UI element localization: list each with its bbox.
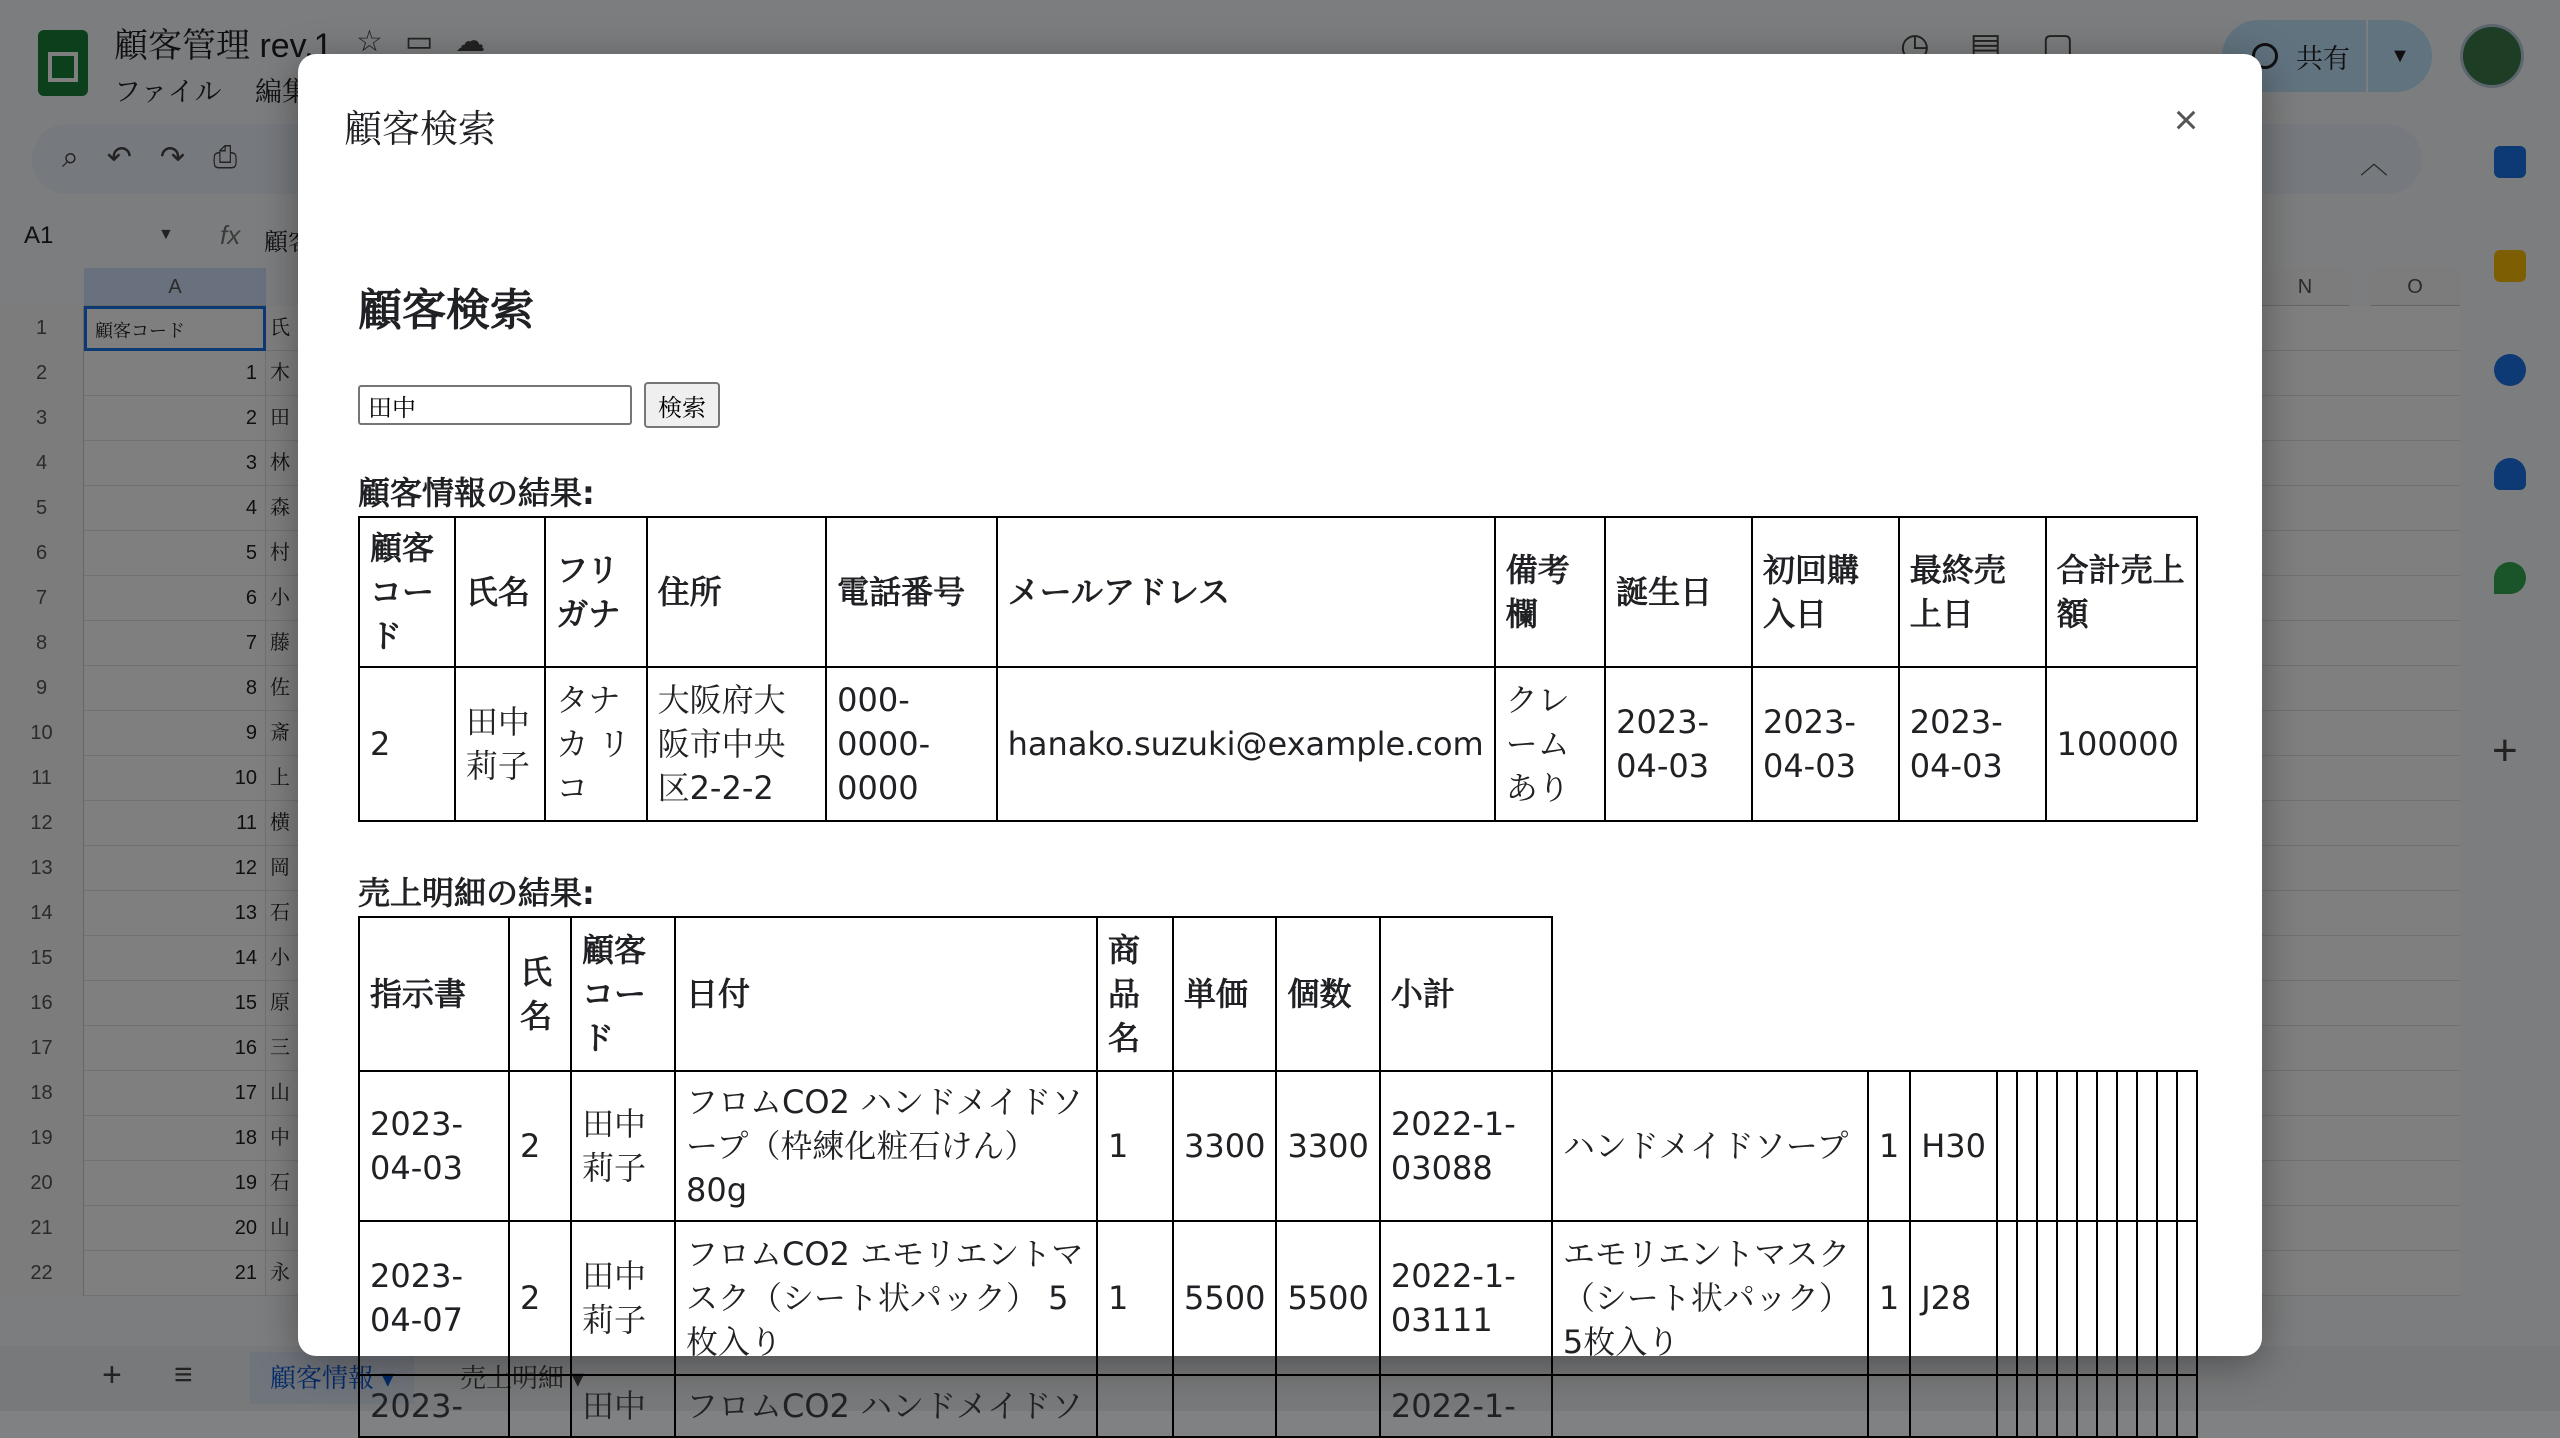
sales-empty-cell xyxy=(2117,1375,2137,1437)
close-icon[interactable]: × xyxy=(2173,96,2199,143)
customer-search-dialog xyxy=(298,54,2262,1425)
customer-cell: 2023-04-03 xyxy=(1752,667,1899,821)
customer-header-cell: 備考欄 xyxy=(1495,517,1605,667)
sales-empty-cell xyxy=(2097,1221,2117,1375)
sales-cell xyxy=(1173,1375,1276,1437)
customer-cell: 100000 xyxy=(2046,667,2197,821)
sales-cell: 2023-04-03 xyxy=(359,1071,509,1221)
customer-cell: 2023-04-03 xyxy=(1605,667,1752,821)
sales-cell: 2022-1-03088 xyxy=(1380,1071,1552,1221)
customer-header-cell: 住所 xyxy=(647,517,827,667)
sales-cell: 2023-04-07 xyxy=(359,1221,509,1375)
sales-cell xyxy=(1552,1375,1868,1437)
sales-empty-cell xyxy=(2137,1071,2157,1221)
sales-cell: 田中莉子 xyxy=(571,1221,675,1375)
sales-header-cell: 小計 xyxy=(1380,917,1552,1071)
sales-row xyxy=(359,1375,2197,1437)
sales-cell: フロムCO2 エモリエントマスク（シート状パック） 5枚入り xyxy=(675,1221,1097,1375)
sales-cell: フロムCO2 ハンドメイドソ xyxy=(675,1375,1097,1437)
sales-cell: 2023- xyxy=(359,1375,509,1437)
customer-section-heading: 顧客情報の結果: xyxy=(358,474,595,512)
customer-header-cell: 初回購入日 xyxy=(1752,517,1899,667)
customer-cell: 2023-04-03 xyxy=(1899,667,2046,821)
sales-empty-cell xyxy=(2157,1375,2177,1437)
sales-empty-cell xyxy=(1997,1375,2017,1437)
customer-table xyxy=(358,516,2198,822)
sales-empty-cell xyxy=(2017,1375,2037,1437)
customer-header-cell: 氏名 xyxy=(455,517,545,667)
search-input[interactable] xyxy=(358,385,632,425)
sales-cell: 田中莉子 xyxy=(571,1071,675,1221)
sales-header-cell: 商品名 xyxy=(1097,917,1173,1071)
sales-cell xyxy=(1097,1375,1173,1437)
sales-header-cell: 指示書 xyxy=(359,917,509,1071)
search-row xyxy=(358,382,720,428)
sales-header-cell: 氏名 xyxy=(509,917,571,1071)
sales-empty-cell xyxy=(2057,1221,2077,1375)
sales-empty-cell xyxy=(2077,1375,2097,1437)
customer-cell: クレームあり xyxy=(1495,667,1605,821)
sales-empty-cell xyxy=(2117,1221,2137,1375)
sales-cell: H30 xyxy=(1910,1071,1997,1221)
customer-header-cell: 合計売上額 xyxy=(2046,517,2197,667)
customer-header-cell: メールアドレス xyxy=(997,517,1495,667)
sales-cell: ハンドメイドソープ xyxy=(1552,1071,1868,1221)
customer-cell: タナカ リコ xyxy=(545,667,646,821)
sales-cell xyxy=(1910,1375,1997,1437)
sales-empty-cell xyxy=(2057,1375,2077,1437)
customer-cell: 000-0000-0000 xyxy=(826,667,997,821)
sales-empty-cell xyxy=(2097,1375,2117,1437)
sales-empty-cell xyxy=(2117,1071,2137,1221)
sales-empty-cell xyxy=(2037,1071,2057,1221)
page-heading: 顧客検索 xyxy=(358,285,534,336)
sales-row xyxy=(359,1071,2197,1221)
sales-header-cell: 単価 xyxy=(1173,917,1276,1071)
sales-cell: 3300 xyxy=(1276,1071,1379,1221)
sales-cell: 1 xyxy=(1097,1221,1173,1375)
sales-cell: 5500 xyxy=(1173,1221,1276,1375)
sales-empty-cell xyxy=(2017,1221,2037,1375)
dialog-title: 顧客検索 xyxy=(344,109,497,151)
customer-header-cell: フリガナ xyxy=(545,517,646,667)
sales-cell: 3300 xyxy=(1173,1071,1276,1221)
dialog-content xyxy=(358,214,2218,1425)
sales-cell: 5500 xyxy=(1276,1221,1379,1375)
sales-empty-cell xyxy=(2157,1071,2177,1221)
sales-empty-cell xyxy=(2037,1375,2057,1437)
customer-header-cell: 誕生日 xyxy=(1605,517,1752,667)
sales-cell xyxy=(509,1375,571,1437)
sales-cell: 1 xyxy=(1868,1071,1910,1221)
sales-table xyxy=(358,916,2198,1438)
customer-cell: 2 xyxy=(359,667,455,821)
sales-cell: J28 xyxy=(1910,1221,1997,1375)
sales-cell xyxy=(1868,1375,1910,1437)
customer-cell: 大阪府大阪市中央区2-2-2 xyxy=(647,667,827,821)
sales-empty-cell xyxy=(1997,1221,2017,1375)
sales-cell: 1 xyxy=(1097,1071,1173,1221)
customer-cell: hanako.suzuki@example.com xyxy=(997,667,1495,821)
sales-cell: 2022-1- xyxy=(1380,1375,1552,1437)
sales-empty-cell xyxy=(2017,1071,2037,1221)
sales-cell: 1 xyxy=(1868,1221,1910,1375)
sales-empty-cell xyxy=(2137,1221,2157,1375)
sales-header-cell: 日付 xyxy=(675,917,1097,1071)
sales-empty-cell xyxy=(2097,1071,2117,1221)
sales-empty-cell xyxy=(2077,1071,2097,1221)
sales-header-cell: 顧客コード xyxy=(571,917,675,1071)
sales-empty-cell xyxy=(2077,1221,2097,1375)
sales-empty-cell xyxy=(2137,1375,2157,1437)
sales-empty-cell xyxy=(2177,1375,2197,1437)
sales-empty-cell xyxy=(2037,1221,2057,1375)
sales-header-cell: 個数 xyxy=(1276,917,1379,1071)
sales-cell: 田中 xyxy=(571,1375,675,1437)
sales-header-filler xyxy=(1552,917,2197,1071)
sales-cell: 2 xyxy=(509,1071,571,1221)
sales-empty-cell xyxy=(1997,1071,2017,1221)
customer-header-cell: 顧客コード xyxy=(359,517,455,667)
customer-header-cell: 電話番号 xyxy=(826,517,997,667)
search-button[interactable]: 検索 xyxy=(644,382,720,428)
sales-cell: 2 xyxy=(509,1221,571,1375)
sales-cell: フロムCO2 ハンドメイドソープ（枠練化粧石けん） 80g xyxy=(675,1071,1097,1221)
sales-section-heading: 売上明細の結果: xyxy=(358,874,595,912)
sales-empty-cell xyxy=(2177,1221,2197,1375)
sales-empty-cell xyxy=(2157,1221,2177,1375)
sales-cell: 2022-1-03111 xyxy=(1380,1221,1552,1375)
customer-cell: 田中莉子 xyxy=(455,667,545,821)
customer-header-cell: 最終売上日 xyxy=(1899,517,2046,667)
sales-cell xyxy=(1276,1375,1379,1437)
sales-cell: エモリエントマスク（シート状パック） 5枚入り xyxy=(1552,1221,1868,1375)
sales-empty-cell xyxy=(2177,1071,2197,1221)
sales-row xyxy=(359,1221,2197,1375)
sales-empty-cell xyxy=(2057,1071,2077,1221)
